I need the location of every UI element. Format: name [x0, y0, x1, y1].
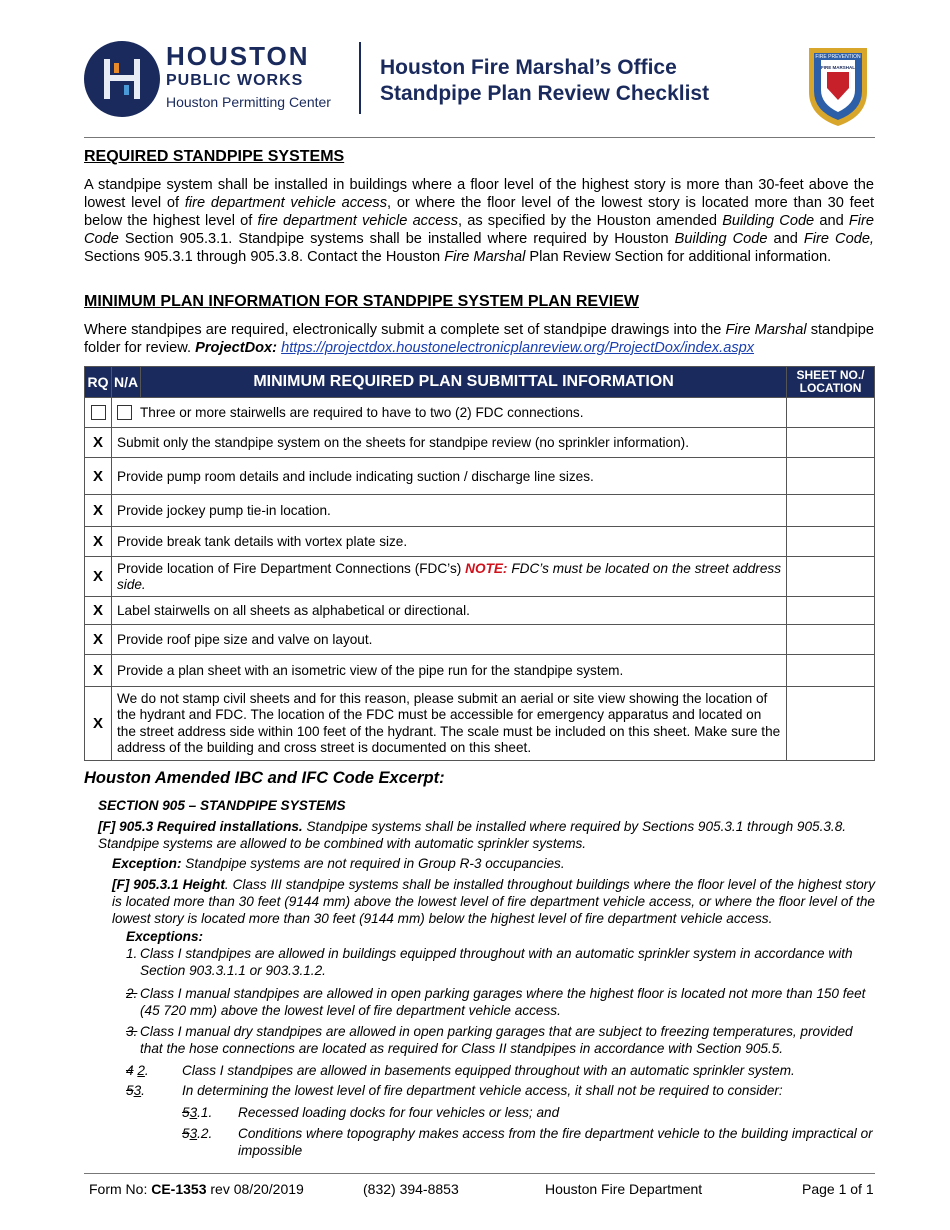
table-header-row [85, 367, 875, 398]
sheet-location-cell[interactable] [787, 557, 875, 597]
sub-2: Conditions where topography makes access from the fire department vehicle to the building impractical or impossible [238, 1126, 873, 1158]
badge-top-text: FIRE PREVENTION [815, 54, 861, 60]
table-row [85, 625, 875, 655]
section2-paragraph: Where standpipes are required, electronically submit a complete set of standpipe drawings into the Fire Marshal standpipe folder for review. ProjectDox: https://projectdox.houstonelectronicplanreview.org/ProjectDox/index.aspx [84, 322, 874, 356]
row-text: Submit only the standpipe system on the sheets for standpipe review (no sprinkler information). [112, 428, 787, 458]
col-na: N/A [112, 367, 141, 398]
logo-houston: HOUSTON [166, 41, 310, 71]
logo-public-works: PUBLIC WORKS [166, 72, 304, 89]
rq-mark: X [85, 458, 112, 495]
rq-mark: X [85, 428, 112, 458]
sheet-location-cell[interactable] [787, 398, 875, 428]
rq-mark: X [85, 495, 112, 527]
section-heading-minimum: MINIMUM PLAN INFORMATION FOR STANDPIPE SYSTEM PLAN REVIEW [84, 293, 639, 310]
exception-5: In determining the lowest level of fire department vehicle access, it shall not be required to consider: [182, 1083, 783, 1098]
department: Houston Fire Department [545, 1181, 703, 1197]
projectdox-link[interactable]: https://projectdox.houstonelectronicplanreview.org/ProjectDox/index.aspx [281, 340, 755, 356]
sheet-location-cell[interactable] [787, 428, 875, 458]
exception-5-number: 53. [126, 1083, 145, 1098]
rq-mark: X [85, 655, 112, 687]
logo-permitting-center: Houston Permitting Center [166, 94, 331, 110]
exception-4-number: 4 2. [126, 1063, 149, 1078]
section-90531: [F] 905.3.1 Height. Class III standpipe systems shall be installed throughout buildings where the floor level of the highest story is located more than 30 feet (9144 mm) above the lowest level of fire department vehicle access, or where the floor level of the lowest story is located more than 30 feet (9144 mm) below the highest level of fire department vehicle access. [112, 877, 875, 926]
exception-4: Class I standpipes are allowed in basements equipped throughout with an automatic sprinkler system. [182, 1063, 795, 1078]
phone-number: (832) 394-8853 [363, 1181, 459, 1197]
table-row [85, 655, 875, 687]
row-text: Provide pump room details and include indicating suction / discharge line sizes. [112, 458, 787, 495]
footer-rule [84, 1173, 875, 1174]
section-heading-required: REQUIRED STANDPIPE SYSTEMS [84, 148, 345, 165]
exception-3-struck: 3. Class I manual dry standpipes are allowed in open parking garages that are subject to freezing temperatures, provided that the hose connections are located as required for Class II standpipes in accordance with Section 905.5. [126, 1024, 853, 1056]
sheet-location-cell[interactable] [787, 458, 875, 495]
checklist-table [84, 366, 875, 761]
sheet-location-cell[interactable] [787, 625, 875, 655]
row-text: Provide break tank details with vortex plate size. [112, 527, 787, 557]
excerpt-heading: Houston Amended IBC and IFC Code Excerpt: [84, 769, 445, 787]
exception-1: 1. Class I standpipes are allowed in buildings equipped throughout with an automatic sprinkler system in accordance with Section 903.3.1.1 or 903.3.1.2. [126, 946, 853, 978]
page-title [380, 55, 709, 107]
sub-1-number: 53.1. [182, 1105, 213, 1120]
rq-mark: X [85, 527, 112, 557]
rq-mark: X [85, 625, 112, 655]
rq-mark: X [85, 557, 112, 597]
title-line-2: Standpipe Plan Review Checklist [380, 82, 710, 105]
sheet-location-cell[interactable] [787, 495, 875, 527]
houston-public-works-logo [84, 41, 160, 117]
row-text: Provide roof pipe size and valve on layout. [112, 625, 787, 655]
section-905-title: SECTION 905 – STANDPIPE SYSTEMS [98, 798, 346, 813]
table-row [85, 557, 875, 597]
sub-2-number: 53.2. [182, 1126, 213, 1141]
table-row [85, 527, 875, 557]
row-text: Three or more stairwells are required to have to two (2) FDC connections. [140, 404, 584, 420]
note-label: NOTE: [465, 560, 508, 576]
table-row [85, 597, 875, 625]
col-location: SHEET NO./ LOCATION [787, 367, 875, 398]
exception-r3: Exception: Standpipe systems are not required in Group R-3 occupancies. [112, 856, 565, 871]
table-row [85, 458, 875, 495]
rq-mark: X [85, 687, 112, 761]
row-text: Provide a plan sheet with an isometric view of the pipe run for the standpipe system. [112, 655, 787, 687]
sheet-location-cell[interactable] [787, 687, 875, 761]
row-text: We do not stamp civil sheets and for this reason, please submit an aerial or site view showing the location of the hydrant and FDC. The location of the FDC must be accessible for emergency apparatus and located on the street address side within 100 feet of the hydrant. The scale must be included on this sheet. Make sure the address of the building and cross street is documented on this sheet. [112, 687, 787, 761]
badge-center-text: FIRE MARSHAL [821, 65, 855, 70]
row-text: Label stairwells on all sheets as alphabetical or directional. [112, 597, 787, 625]
sheet-location-cell[interactable] [787, 597, 875, 625]
col-rq: RQ [85, 367, 112, 398]
sheet-location-cell[interactable] [787, 655, 875, 687]
sub-1: Recessed loading docks for four vehicles or less; and [238, 1105, 560, 1120]
section-9053: [F] 905.3 Required installations. Standpipe systems shall be installed where required by Sections 905.3.1 through 905.3.8. Standpipe systems are allowed to be combined with automatic sprinkler systems. [98, 819, 847, 851]
na-checkbox[interactable] [117, 405, 132, 420]
rq-mark: X [85, 597, 112, 625]
header-divider [359, 42, 361, 114]
rq-checkbox[interactable] [91, 405, 106, 420]
row-text: Provide location of Fire Department Connections (FDC’s) NOTE: FDC’s must be located on the street address side. [112, 557, 787, 597]
header-rule [84, 137, 875, 138]
exception-2-struck: 2. Class I manual standpipes are allowed in open parking garages where the highest floor is located not more than 150 feet (45 720 mm) above the lowest level of fire department vehicle access. [126, 986, 866, 1018]
section1-paragraph: A standpipe system shall be installed in buildings where a floor level of the highest story is more than 30-feet above the lowest level of fire department vehicle access, or where the floor level of the lowest story is located more than 30 feet below the highest level of fire department vehicle access, as specified by the Houston amended Building Code and Fire Code Section 905.3.1. Standpipe systems shall be installed where required by Houston Building Code and Fire Code, Sections 905.3.1 through 905.3.8. Contact the Houston Fire Marshal Plan Review Section for additional information. [84, 177, 875, 265]
page-number: Page 1 of 1 [802, 1181, 874, 1197]
row-text: Provide jockey pump tie-in location. [112, 495, 787, 527]
title-line-1: Houston Fire Marshal’s Office [380, 56, 677, 79]
table-row [85, 428, 875, 458]
col-main: MINIMUM REQUIRED PLAN SUBMITTAL INFORMATION [141, 367, 787, 398]
form-number: Form No: CE-1353 rev 08/20/2019 [89, 1181, 304, 1197]
fire-prevention-badge [805, 42, 871, 128]
table-row [85, 495, 875, 527]
table-row [85, 687, 875, 761]
exceptions-label: Exceptions: [126, 929, 204, 944]
sheet-location-cell[interactable] [787, 527, 875, 557]
table-row [85, 398, 875, 428]
